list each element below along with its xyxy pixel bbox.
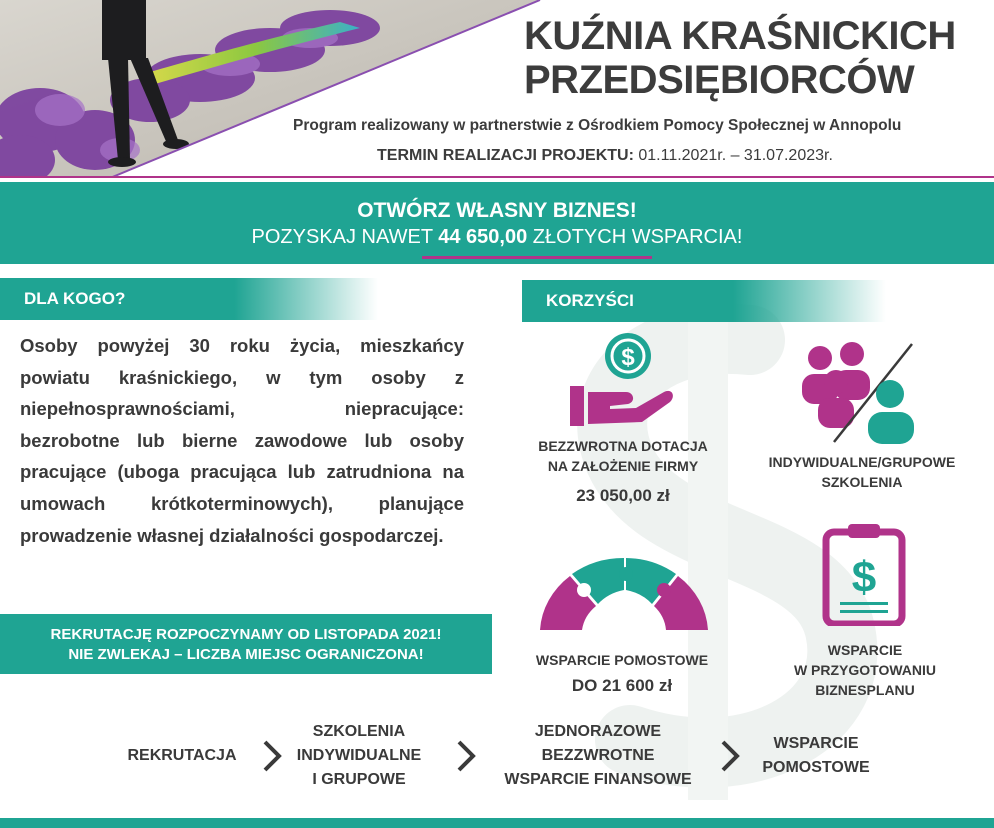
recruitment-line-2: NIE ZWLEKAJ – LICZBA MIEJSC OGRANICZONA!	[68, 646, 424, 663]
step-bridge-support-line-2: POMOSTOWE	[762, 759, 870, 776]
business-plan-label-line-1: WSPARCIE	[827, 642, 903, 658]
bridge-support-value: DO 21 600 zł	[571, 676, 673, 695]
recruitment-line-1: REKRUTACJĘ ROZPOCZYNAMY OD LISTOPADA 2021!	[50, 626, 442, 643]
grant-label-line-1: BEZZWROTNA DOTACJA	[538, 438, 708, 454]
target-group-description: Osoby powyżej 30 roku życia, mieszkańcy powiatu kraśnickiego, w tym osoby z niepełnosprawnościami, niepracujące: bezrobotne lub bierne zawodowe lub osoby pracujące (uboga pracująca lub zatrudniona na umowach krótkoterminowych), planujące prowadzenie własnej działalności gospodarczej.	[20, 335, 464, 546]
page-title-line-1: KUŹNIA KRAŚNICKICH	[524, 14, 956, 58]
bridge-support-label: WSPARCIE POMOSTOWE	[535, 652, 709, 668]
clipboard-dollar-icon	[822, 522, 906, 626]
step-training-line-1: SZKOLENIA	[312, 723, 406, 740]
hand-coin-icon	[566, 330, 676, 428]
grant-value: 23 050,00 zł	[576, 486, 670, 505]
svg-text:$: $	[851, 553, 877, 602]
puzzle-arc-icon	[532, 554, 716, 640]
training-label-line-1: INDYWIDUALNE/GRUPOWE	[768, 454, 956, 470]
banner-subline-suffix: ZŁOTYCH WSPARCIA!	[532, 226, 743, 248]
step-grant-line-3: WSPARCIE FINANSOWE	[504, 771, 692, 788]
step-training	[288, 720, 430, 792]
section-header-dla-kogo: DLA KOGO?	[0, 278, 378, 320]
business-plan-label-line-2: W PRZYGOTOWANIU	[793, 662, 937, 678]
training-label	[744, 452, 980, 492]
step-grant-line-2: BEZZWROTNE	[541, 747, 655, 764]
program-subtitle: Program realizowany w partnerstwie z Ośrodkiem Pomocy Społecznej w Annopolu	[293, 117, 902, 134]
svg-text:$: $	[621, 344, 635, 371]
step-bridge-support	[744, 732, 888, 780]
banner-amount: 44 650,00	[438, 226, 528, 248]
training-label-line-2: SZKOLENIA	[821, 474, 903, 490]
section-header-korzysci: KORZYŚCI	[522, 280, 886, 322]
banner-subline	[0, 226, 994, 249]
business-plan-label	[760, 640, 970, 700]
grant-label	[520, 436, 726, 476]
chevron-right-icon	[260, 738, 284, 774]
step-grant-line-1: JEDNORAZOWE	[534, 723, 662, 740]
header-divider	[0, 176, 994, 178]
promo-banner	[0, 182, 994, 264]
project-term-label: TERMIN REALIZACJI PROJEKTU:	[377, 147, 634, 164]
project-term-value: 01.11.2021r. – 31.07.2023r.	[638, 147, 833, 164]
step-training-line-2: INDYWIDUALNE	[296, 747, 422, 764]
chevron-right-icon	[454, 738, 478, 774]
recruitment-notice	[0, 614, 492, 674]
chevron-right-icon	[718, 738, 742, 774]
page-title-line-2: PRZEDSIĘBIORCÓW	[524, 58, 915, 102]
business-plan-label-line-3: BIZNESPLANU	[815, 682, 915, 698]
header	[0, 0, 994, 178]
step-training-line-3: I GRUPOWE	[312, 771, 406, 788]
step-recruitment: REKRUTACJA	[127, 747, 237, 764]
banner-amount-underline	[422, 256, 652, 259]
step-grant	[482, 720, 714, 792]
footer-band	[0, 818, 994, 828]
grant-label-line-2: NA ZAŁOŻENIE FIRMY	[547, 458, 699, 474]
project-term	[377, 147, 833, 165]
banner-headline: OTWÓRZ WŁASNY BIZNES!	[357, 199, 637, 222]
banner-subline-prefix: POZYSKAJ NAWET	[251, 226, 433, 248]
step-bridge-support-line-1: WSPARCIE	[773, 735, 859, 752]
people-group-icon	[800, 342, 922, 446]
